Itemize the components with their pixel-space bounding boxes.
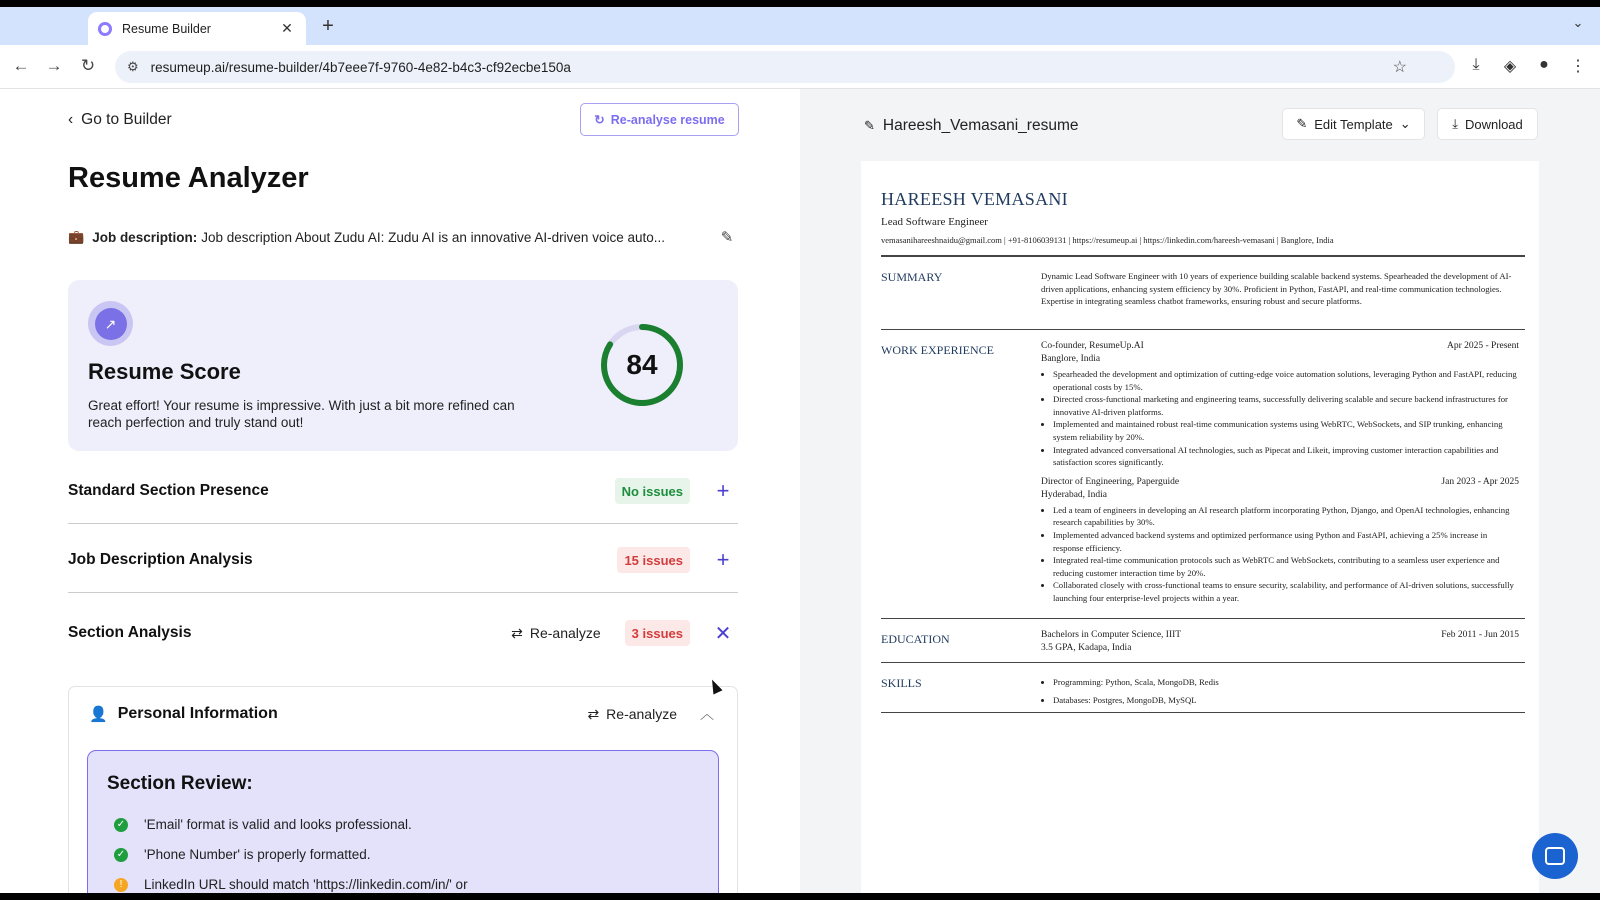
review-item [114, 847, 371, 862]
chat-icon [1545, 847, 1565, 865]
download-icon: ⤓ [1452, 116, 1458, 131]
resume-score-message: Great effort! Your resume is impressive. With just a bit more refined can reach perfection and truly stand out! [88, 398, 515, 430]
resume-file-name[interactable] [864, 117, 1079, 135]
section-analysis-label: Section Analysis [68, 624, 192, 641]
person-icon: 👤 [89, 706, 108, 723]
job-header [1041, 340, 1519, 353]
divider [881, 329, 1525, 330]
edit-template-button[interactable] [1282, 108, 1425, 140]
skills-block [1041, 673, 1519, 709]
chevron-down-icon: ⌄ [1399, 116, 1411, 131]
job-bullet: • Implemented advanced backend systems and optimized performance using Python and FastAPI, achieving a 25% increase in response efficiency. [1053, 529, 1519, 554]
personal-information-header[interactable] [89, 704, 719, 724]
job-title: Co-founder, ResumeUp.AI [1041, 341, 1144, 351]
score-value: 84 [626, 349, 658, 380]
job-location: Banglore, India [1041, 354, 1101, 364]
browser-menu-icon[interactable]: ⋮ [1570, 58, 1586, 75]
skill-value: Python, Scala, MongoDB, Redis [1105, 677, 1219, 687]
job-description-label: Job description: [92, 229, 198, 245]
file-name-text: Hareesh_Vemasani_resume [882, 117, 1079, 134]
job-header [1041, 476, 1519, 489]
resume-score-card [68, 280, 738, 451]
education-dates: Feb 2011 - Jun 2015 [1441, 630, 1519, 640]
resume-score-title: Resume Score [88, 359, 241, 384]
resume-role: Lead Software Engineer [881, 216, 988, 228]
resume-contact: vemasanihareeshnaidu@gmail.com | +91-8106039131 | https://resumeup.ai | https://linkedin.com/hareesh-vemasani | Banglore, India [881, 235, 1334, 245]
reanalyse-resume-label: Re-analyse resume [610, 112, 725, 127]
site-info-icon[interactable]: ⚙ [127, 59, 139, 74]
skill-label: Programming: [1053, 677, 1104, 687]
page-title: Resume Analyzer [68, 162, 309, 194]
pencil-icon: ✎ [1296, 116, 1308, 131]
job-bullet: • Led a team of engineers in developing an AI research platform incorporating Python, Django, and OpenAI technologies, enhancing research capabilities by 30%. [1053, 504, 1519, 529]
skill-item [1053, 673, 1519, 691]
skills-list [1053, 673, 1519, 709]
personal-reanalyze-label: Re-analyze [606, 706, 677, 722]
refresh-icon: ↻ [594, 113, 605, 127]
divider [881, 618, 1525, 619]
chat-widget-button[interactable] [1532, 833, 1578, 879]
review-item [114, 817, 412, 832]
job-description-row [68, 228, 738, 246]
review-item [114, 877, 468, 892]
check-icon: ✓ [114, 848, 128, 862]
go-to-builder-link[interactable] [68, 111, 172, 129]
preview-panel [800, 89, 1600, 893]
education-block [1041, 629, 1519, 655]
section-review-box [87, 750, 719, 893]
job-bullets [1053, 504, 1519, 605]
tab-strip [0, 7, 1600, 45]
education-heading: EDUCATION [881, 632, 950, 646]
expand-plus-icon[interactable]: + [716, 547, 730, 572]
score-ring [599, 322, 685, 408]
skill-value: Postgres, MongoDB, MySQL [1092, 695, 1197, 705]
section-reanalyze-button[interactable] [511, 625, 601, 642]
divider [68, 592, 738, 593]
back-arrow-icon[interactable]: ← [12, 56, 30, 75]
favicon-icon [98, 22, 112, 36]
section-reanalyze-label: Re-analyze [529, 625, 601, 641]
trend-icon-wrapper [88, 301, 133, 346]
education-detail: 3.5 GPA, Kadapa, India [1041, 643, 1132, 653]
extension-icon[interactable]: ◈ [1503, 58, 1517, 75]
status-badge: 3 issues [625, 620, 690, 646]
close-tab-icon[interactable]: ✕ [281, 20, 293, 36]
job-bullet: • Implemented and maintained robust real-time communication systems using WebRTC, WebSockets, and SIP trunking, enhancing system reliability by 20%. [1053, 418, 1519, 443]
job-dates: Apr 2025 - Present [1446, 341, 1519, 351]
download-icon[interactable]: ⤓ [1472, 56, 1480, 73]
edit-job-description-icon[interactable]: ✎ [720, 229, 734, 246]
job-bullet: • Integrated real-time communication protocols such as WebRTC and WebSockets, contributing to a seamless user experience and reducing customer interaction time by 20%. [1053, 554, 1519, 579]
divider [881, 662, 1525, 663]
briefcase-icon: 💼 [68, 229, 85, 244]
job-bullet: • Integrated advanced conversational AI technologies, such as Pipecat and Likeit, improving customer interaction capabilities and satisfaction scores significantly. [1053, 444, 1519, 469]
collapse-close-icon[interactable]: ✕ [714, 622, 732, 645]
swap-icon: ⇄ [587, 705, 600, 722]
summary-text: Dynamic Lead Software Engineer with 10 years of experience building scalable backend systems. Spearheaded the development of AI-driven applications, enhancing system efficiency by 30%. Proficient in Python, FastAPI, and real-time communication technologies. Expertise in integrating seamless chatbot frameworks, ensuring robust and secure platforms. [1041, 271, 1512, 306]
address-bar[interactable] [115, 51, 1455, 83]
resume-name: HAREESH VEMASANI [881, 189, 1068, 209]
divider [881, 712, 1525, 713]
work-experience-block [1041, 340, 1519, 605]
standard-section-label: Standard Section Presence [68, 482, 269, 499]
analyzer-panel [0, 89, 800, 893]
download-button[interactable] [1437, 108, 1538, 140]
profile-icon[interactable]: ● [1539, 56, 1549, 73]
section-review-title: Section Review: [107, 773, 253, 794]
skill-item [1053, 691, 1519, 709]
download-label: Download [1464, 116, 1523, 132]
job-bullet: • Collaborated closely with cross-functional teams to ensure security, scalability, and performance of AI-driven solutions, successfully launching four enterprise-level projects within a year. [1053, 579, 1519, 604]
chevron-up-icon[interactable]: ︿ [700, 706, 714, 722]
work-experience-heading: WORK EXPERIENCE [881, 343, 994, 357]
browser-tab[interactable] [88, 12, 306, 45]
tab-title: Resume Builder [122, 21, 211, 36]
reload-icon[interactable]: ↻ [80, 56, 96, 75]
expand-plus-icon[interactable]: + [716, 478, 730, 503]
review-item-text: LinkedIn URL should match 'https://linkedin.com/in/' or [144, 877, 468, 892]
check-icon: ✓ [114, 818, 128, 832]
standard-section-row[interactable] [68, 471, 738, 511]
job-description-analysis-label: Job Description Analysis [68, 551, 253, 568]
divider [881, 255, 1525, 257]
tab-search-icon[interactable]: ⌄ [1572, 15, 1584, 30]
status-badge: 15 issues [617, 547, 690, 573]
job-dates: Jan 2023 - Apr 2025 [1441, 476, 1519, 487]
warning-icon: ! [114, 878, 128, 892]
job-bullet: • Spearheaded the development and optimization of cutting-edge voice automation solutions, leveraging Python and FastAPI, reducing operational costs by 15%. [1053, 368, 1519, 393]
review-item-text: 'Phone Number' is properly formatted. [144, 847, 371, 862]
divider [68, 523, 738, 524]
job-location: Hyderabad, India [1041, 489, 1107, 500]
chevron-left-icon: ‹ [68, 111, 74, 128]
section-analysis-row[interactable] [68, 613, 738, 653]
job-description-text: Job description About Zudu AI: Zudu AI is an innovative AI-driven voice auto... [201, 229, 665, 245]
bookmark-star-icon[interactable]: ☆ [1392, 59, 1407, 76]
go-to-builder-label: Go to Builder [81, 111, 172, 128]
job-description-analysis-row[interactable] [68, 540, 738, 580]
personal-information-title: Personal Information [117, 705, 278, 722]
browser-window [0, 7, 1600, 893]
job-bullet: • Directed cross-functional marketing and engineering teams, successfully delivering scalable and secure backend infrastructures for innovative AI-driven platforms. [1053, 393, 1519, 418]
resume-preview [861, 161, 1539, 893]
edit-name-icon: ✎ [864, 118, 875, 133]
browser-toolbar [0, 45, 1600, 89]
status-badge: No issues [615, 478, 690, 504]
skill-label: Databases: [1053, 695, 1091, 705]
skills-heading: SKILLS [881, 676, 922, 690]
edit-template-label: Edit Template [1314, 116, 1393, 132]
new-tab-icon[interactable]: + [322, 15, 334, 37]
reanalyse-resume-button[interactable] [580, 103, 739, 136]
swap-icon: ⇄ [511, 624, 523, 641]
personal-reanalyze-button[interactable] [587, 706, 677, 723]
url-text: resumeup.ai/resume-builder/4b7eee7f-9760-4e82-b4c3-cf92ecbe150a [150, 59, 571, 75]
forward-arrow-icon[interactable]: → [45, 56, 63, 75]
education-header [1041, 629, 1519, 642]
education-degree: Bachelors in Computer Science, IIIT [1041, 630, 1182, 640]
review-item-text: 'Email' format is valid and looks professional. [144, 817, 412, 832]
trending-up-icon: ↗ [95, 308, 127, 340]
job-bullets [1053, 368, 1519, 469]
job-title: Director of Engineering, Paperguide [1041, 476, 1180, 487]
personal-information-card [68, 686, 738, 893]
summary-heading: SUMMARY [881, 270, 943, 284]
